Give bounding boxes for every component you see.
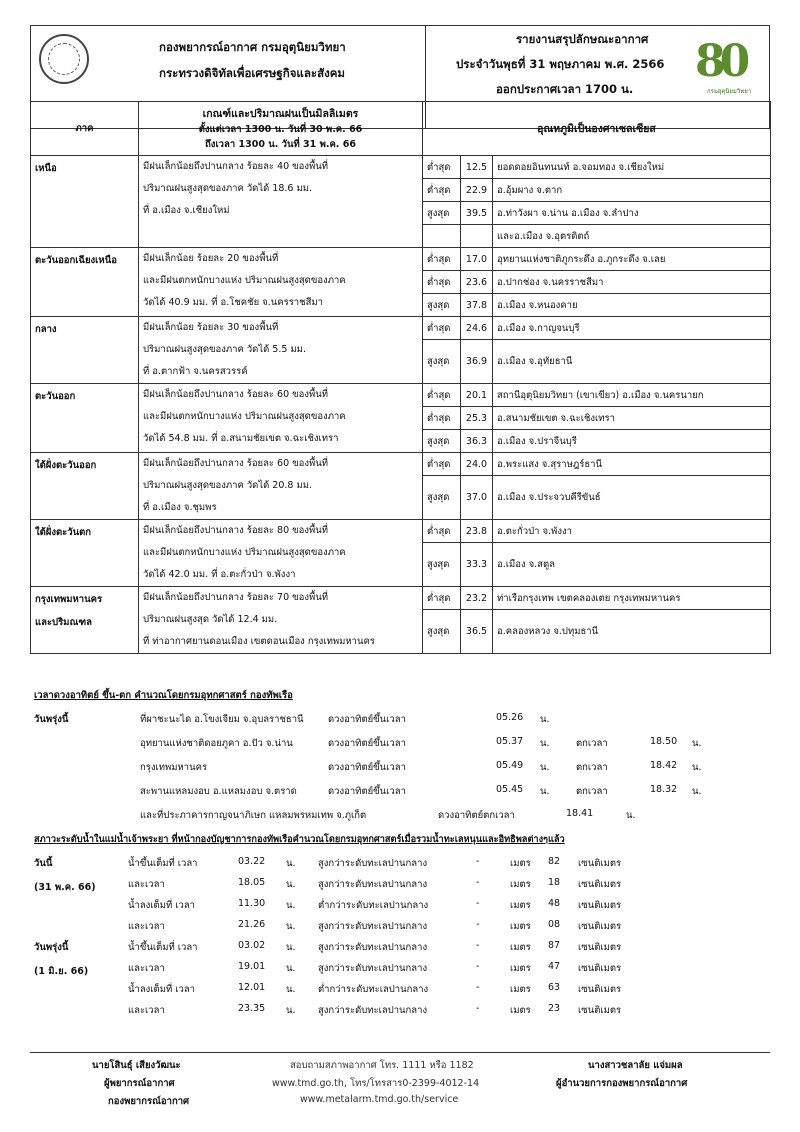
rain-description: มีฝนเล็กน้อยถึงปานกลาง ร้อยละ 80 ของพื้นที่ และมีฝนตกหนักบางแห่ง ปริมาณฝนสูงสุดของภาค วัดได้ 42.0 มม. ที่ อ.ตะกั่วป่า จ.พังงา <box>139 520 423 587</box>
sun-unit: น. <box>540 762 550 773</box>
temp-label: สูงสุด <box>423 430 461 453</box>
org-line-1: กองพยากรณ์อากาศ กรมอุตุนิยมวิทยา <box>159 40 346 54</box>
rain-description: มีฝนเล็กน้อยถึงปานกลาง ร้อยละ 70 ของพื้นที่ ปริมาณฝนสูงสุด วัดได้ 12.4 มม. ที่ ท่าอากาศยานดอนเมือง เขตดอนเมือง กรุงเทพมหานคร <box>139 587 423 654</box>
region-name: กลาง <box>31 317 139 384</box>
region-row <box>31 384 771 407</box>
tide-cm: 48 <box>548 898 561 909</box>
tide-desc: สูงกว่าระดับทะเลปานกลาง <box>318 921 428 932</box>
sun-set: 18.32 <box>650 784 678 795</box>
tide-cmu: เซนติเมตร <box>578 900 622 911</box>
sun-last-label: ดวงอาทิตย์ตกเวลา <box>438 810 515 821</box>
temp-value: 24.6 <box>461 317 493 340</box>
temp-location: อ.สนามชัยเขต จ.ฉะเชิงเทรา <box>493 407 771 430</box>
tide-date-label: (31 พ.ค. 66) <box>34 882 96 893</box>
tide-date-label: (1 มิ.ย. 66) <box>34 966 89 977</box>
tide-cm: 47 <box>548 961 561 972</box>
tide-time: 19.01 <box>238 961 266 972</box>
temp-value: 22.9 <box>461 179 493 202</box>
temp-label: สูงสุด <box>423 202 461 225</box>
temp-label: ต่ำสุด <box>423 453 461 476</box>
tide-desc: สูงกว่าระดับทะเลปานกลาง <box>318 879 428 890</box>
sun-set-unit: น. <box>692 762 702 773</box>
temp-label: สูงสุด <box>423 543 461 587</box>
region-name: ใต้ฝั่งตะวันออก <box>31 453 139 520</box>
report-time: ออกประกาศเวลา 1700 น. <box>496 82 634 96</box>
region-name: ใต้ฝั่งตะวันตก <box>31 520 139 587</box>
temp-value: 36.9 <box>461 340 493 384</box>
rain-description: มีฝนเล็กน้อยถึงปานกลาง ร้อยละ 40 ของพื้นที่ ปริมาณฝนสูงสุดของภาค วัดได้ 18.6 มม. ที่ อ.เมือง จ.เชียงใหม่ <box>139 156 423 248</box>
temp-location: อ.ท่าวังผา จ.น่าน อ.เมือง จ.ลำปาง <box>493 202 771 225</box>
tide-cm: 08 <box>548 919 561 930</box>
sun-rise: 05.45 <box>496 784 524 795</box>
tide-desc: สูงกว่าระดับทะเลปานกลาง <box>318 858 428 869</box>
region-name: ตะวันออกเฉียงเหนือ <box>31 248 139 317</box>
tide-cm: 18 <box>548 877 561 888</box>
sun-last-place: และที่ประภาคารกาญจนาภิเษก แหลมพรหมเทพ จ.ภูเก็ต <box>140 810 367 821</box>
criteria-from: ตั้งแต่เวลา 1300 น. วันที่ 30 พ.ค. 66 <box>198 124 363 135</box>
temp-label: ต่ำสุด <box>423 520 461 543</box>
tide-unit: น. <box>286 900 296 911</box>
temp-value: 23.8 <box>461 520 493 543</box>
tide-time: 03.22 <box>238 856 266 867</box>
tide-desc: ต่ำกว่าระดับทะเลปานกลาง <box>318 984 429 995</box>
region-row <box>31 248 771 271</box>
sun-rise: 05.49 <box>496 760 524 771</box>
temp-label: ต่ำสุด <box>423 587 461 610</box>
tide-cmu: เซนติเมตร <box>578 1005 622 1016</box>
temp-value: 23.2 <box>461 587 493 610</box>
sun-section-title: เวลาดวงอาทิตย์ ขึ้น-ตก คำนวณโดยกรมอุทกศาสตร์ กองทัพเรือ <box>34 690 293 701</box>
forecaster-org: กองพยากรณ์อากาศ <box>108 1096 190 1107</box>
column-header-temperature: อุณหภูมิเป็นองศาเซลเซียส <box>423 102 771 156</box>
tide-unit: น. <box>286 1005 296 1016</box>
org-line-2: กระทรวงดิจิทัลเพื่อเศรษฐกิจและสังคม <box>159 66 345 80</box>
department-seal-icon <box>39 34 89 84</box>
sun-rise-label: ดวงอาทิตย์ขึ้นเวลา <box>328 786 406 797</box>
tide-dash: - <box>476 1003 480 1014</box>
tide-dash: - <box>476 898 480 909</box>
region-name: ตะวันออก <box>31 384 139 453</box>
tide-time: 12.01 <box>238 982 266 993</box>
tide-m: เมตร <box>510 1005 531 1016</box>
logo-caption: กรมอุตุนิยมวิทยา <box>707 88 752 95</box>
sun-last-unit: น. <box>626 810 636 821</box>
temp-location: สถานีอุตุนิยมวิทยา (เขาเขียว) อ.เมือง จ.นครนายก <box>493 384 771 407</box>
temp-location: และอ.เมือง จ.อุตรดิตถ์ <box>493 225 771 248</box>
temp-value: 12.5 <box>461 156 493 179</box>
tide-cmu: เซนติเมตร <box>578 942 622 953</box>
sun-place: สะพานแหลมงอบ อ.แหลมงอบ จ.ตราด <box>140 786 297 797</box>
temp-value <box>461 225 493 248</box>
temp-label: ต่ำสุด <box>423 384 461 407</box>
sun-unit: น. <box>540 738 550 749</box>
sun-day-label: วันพรุ่งนี้ <box>34 714 69 725</box>
forecaster-name: นายโสินธุ์ เสียงวัฒนะ <box>92 1060 181 1071</box>
region-row <box>31 453 771 476</box>
director-role: ผู้อำนวยการกองพยากรณ์อากาศ <box>556 1078 688 1089</box>
tide-label: น้ำลงเต็มที่ เวลา <box>128 900 195 911</box>
region-name: กรุงเทพมหานคร และปริมณฑล <box>31 587 139 654</box>
temp-value: 37.8 <box>461 294 493 317</box>
temp-location: อุทยานแห่งชาติภูกระดึง อ.ภูกระดึง จ.เลย <box>493 248 771 271</box>
column-header-region: ภาค <box>31 102 139 156</box>
tide-cm: 82 <box>548 856 561 867</box>
temp-location: อ.เมือง จ.อุทัยธานี <box>493 340 771 384</box>
temp-location: ยอดดอยอินทนนท์ อ.จอมทอง จ.เชียงใหม่ <box>493 156 771 179</box>
temp-location: อ.พระแสง จ.สุราษฎร์ธานี <box>493 453 771 476</box>
temp-location: อ.อุ้มผาง จ.ตาก <box>493 179 771 202</box>
sun-place: กรุงเทพมหานคร <box>140 762 208 773</box>
region-row <box>31 520 771 543</box>
temp-location: อ.เมือง จ.หนองคาย <box>493 294 771 317</box>
logo-number: 80 <box>695 36 745 87</box>
tide-cmu: เซนติเมตร <box>578 921 622 932</box>
rain-description: มีฝนเล็กน้อยถึงปานกลาง ร้อยละ 60 ของพื้นที่ และมีฝนตกหนักบางแห่ง ปริมาณฝนสูงสุดของภาค วัดได้ 54.8 มม. ที่ อ.สนามชัยเขต จ.ฉะเชิงเทรา <box>139 384 423 453</box>
tide-day-label: วันพรุ่งนี้ <box>34 942 69 953</box>
sun-set-unit: น. <box>692 738 702 749</box>
tide-desc: ต่ำกว่าระดับทะเลปานกลาง <box>318 900 429 911</box>
forecaster-role: ผู้พยากรณ์อากาศ <box>104 1078 175 1089</box>
contact-website: www.tmd.go.th, โทร/โทรสาร0-2399-4012-14 <box>272 1078 480 1089</box>
region-name: เหนือ <box>31 156 139 248</box>
tide-day-label: วันนี้ <box>34 858 53 869</box>
sun-set-unit: น. <box>692 786 702 797</box>
temp-label <box>423 225 461 248</box>
temp-location: อ.เมือง จ.ประจวบคีรีขันธ์ <box>493 476 771 520</box>
tide-dash: - <box>476 982 480 993</box>
tide-m: เมตร <box>510 879 531 890</box>
tide-label: และเวลา <box>128 879 165 890</box>
tide-label: และเวลา <box>128 963 165 974</box>
tide-cmu: เซนติเมตร <box>578 858 622 869</box>
sun-last-time: 18.41 <box>566 808 594 819</box>
temp-label: ต่ำสุด <box>423 179 461 202</box>
temp-label: ต่ำสุด <box>423 156 461 179</box>
rain-description: มีฝนเล็กน้อย ร้อยละ 30 ของพื้นที่ ปริมาณฝนสูงสุดของภาค วัดได้ 5.5 มม. ที่ อ.ตากฟ้า จ.นครสวรรค์ <box>139 317 423 384</box>
tide-dash: - <box>476 877 480 888</box>
temp-location: ท่าเรือกรุงเทพ เขตคลองเตย กรุงเทพมหานคร <box>493 587 771 610</box>
tide-desc: สูงกว่าระดับทะเลปานกลาง <box>318 1005 428 1016</box>
tide-desc: สูงกว่าระดับทะเลปานกลาง <box>318 963 428 974</box>
tide-label: น้ำขึ้นเต็มที่ เวลา <box>128 942 198 953</box>
temp-value: 33.3 <box>461 543 493 587</box>
report-title: รายงานสรุปลักษณะอากาศ <box>516 32 649 46</box>
tide-time: 03.02 <box>238 940 266 951</box>
rain-description: มีฝนเล็กน้อย ร้อยละ 20 ของพื้นที่ และมีฝนตกหนักบางแห่ง ปริมาณฝนสูงสุดของภาค วัดได้ 40.9 มม. ที่ อ.โชคชัย จ.นครราชสีมา <box>139 248 423 317</box>
tide-label: น้ำลงเต็มที่ เวลา <box>128 984 195 995</box>
tide-m: เมตร <box>510 984 531 995</box>
temp-value: 17.0 <box>461 248 493 271</box>
temp-location: อ.ตะกั่วป่า จ.พังงา <box>493 520 771 543</box>
sun-rise: 05.37 <box>496 736 524 747</box>
tide-time: 21.26 <box>238 919 266 930</box>
temp-label: สูงสุด <box>423 340 461 384</box>
tide-unit: น. <box>286 921 296 932</box>
sun-rise-label: ดวงอาทิตย์ขึ้นเวลา <box>328 714 406 725</box>
tide-dash: - <box>476 940 480 951</box>
tide-time: 18.05 <box>238 877 266 888</box>
criteria-to: ถึงเวลา 1300 น. วันที่ 31 พ.ค. 66 <box>205 139 356 150</box>
temp-value: 36.3 <box>461 430 493 453</box>
temp-location: อ.เมือง จ.ปราจีนบุรี <box>493 430 771 453</box>
tide-desc: สูงกว่าระดับทะเลปานกลาง <box>318 942 428 953</box>
sun-set-label: ตกเวลา <box>576 786 608 797</box>
temp-value: 24.0 <box>461 453 493 476</box>
temp-location: อ.คลองหลวง จ.ปทุมธานี <box>493 610 771 654</box>
sun-rise: 05.26 <box>496 712 524 723</box>
region-row <box>31 587 771 610</box>
sun-rise-label: ดวงอาทิตย์ขึ้นเวลา <box>328 738 406 749</box>
tide-label: และเวลา <box>128 921 165 932</box>
tide-m: เมตร <box>510 942 531 953</box>
tide-cm: 87 <box>548 940 561 951</box>
temp-label: ต่ำสุด <box>423 317 461 340</box>
column-header-criteria <box>139 102 423 156</box>
sun-unit: น. <box>540 714 550 725</box>
temp-value: 23.6 <box>461 271 493 294</box>
tide-dash: - <box>476 961 480 972</box>
region-row <box>31 317 771 340</box>
tide-unit: น. <box>286 984 296 995</box>
sun-rise-label: ดวงอาทิตย์ขึ้นเวลา <box>328 762 406 773</box>
temp-label: ต่ำสุด <box>423 407 461 430</box>
sun-set: 18.50 <box>650 736 678 747</box>
anniversary-logo <box>693 38 763 98</box>
sun-place: ที่ผาชะนะได อ.โขงเจียม จ.อุบลราชธานี <box>140 714 304 725</box>
tide-cmu: เซนติเมตร <box>578 984 622 995</box>
tide-time: 23.35 <box>238 1003 266 1014</box>
tide-unit: น. <box>286 963 296 974</box>
rain-description: มีฝนเล็กน้อยถึงปานกลาง ร้อยละ 60 ของพื้นที่ ปริมาณฝนสูงสุดของภาค วัดได้ 20.8 มม. ที่ อ.เมือง จ.ชุมพร <box>139 453 423 520</box>
tide-dash: - <box>476 856 480 867</box>
temp-label: สูงสุด <box>423 294 461 317</box>
temp-value: 25.3 <box>461 407 493 430</box>
tide-cmu: เซนติเมตร <box>578 879 622 890</box>
tide-label: น้ำขึ้นเต็มที่ เวลา <box>128 858 198 869</box>
tide-unit: น. <box>286 858 296 869</box>
temp-label: ต่ำสุด <box>423 271 461 294</box>
tide-label: และเวลา <box>128 1005 165 1016</box>
tide-time: 11.30 <box>238 898 266 909</box>
contact-phone: สอบถามสภาพอากาศ โทร. 1111 หรือ 1182 <box>290 1060 474 1071</box>
director-name: นางสาวชลาลัย แจ่มผล <box>588 1060 683 1071</box>
report-date: ประจำวันพุธที่ 31 พฤษภาคม พ.ศ. 2566 <box>456 57 665 71</box>
sun-unit: น. <box>540 786 550 797</box>
temp-value: 39.5 <box>461 202 493 225</box>
sun-set-label: ตกเวลา <box>576 738 608 749</box>
region-row <box>31 156 771 179</box>
sun-place: อุทยานแห่งชาติดอยภูคา อ.ปัว จ.น่าน <box>140 738 293 749</box>
tide-m: เมตร <box>510 900 531 911</box>
tide-m: เมตร <box>510 858 531 869</box>
sun-set-label: ตกเวลา <box>576 762 608 773</box>
tide-cm: 23 <box>548 1003 561 1014</box>
tide-dash: - <box>476 919 480 930</box>
weather-summary-table <box>30 101 771 654</box>
temp-value: 36.5 <box>461 610 493 654</box>
temp-value: 37.0 <box>461 476 493 520</box>
temp-location: อ.เมือง จ.กาญจนบุรี <box>493 317 771 340</box>
tide-unit: น. <box>286 879 296 890</box>
tide-section-title: สภาวะระดับน้ำในแม่น้ำเจ้าพระยา ที่หน้ากองบัญชาการกองทัพเรือคำนวณโดยกรมอุทกศาสตร์เมื่อรวมน้ำทะเลหนุนและอิทธิพลต่างๆแล้ว <box>34 834 565 845</box>
temp-label: ต่ำสุด <box>423 248 461 271</box>
sun-set: 18.42 <box>650 760 678 771</box>
footer-divider <box>30 1052 770 1053</box>
tide-cm: 63 <box>548 982 561 993</box>
temp-location: อ.ปากช่อง จ.นครราชสีมา <box>493 271 771 294</box>
tide-m: เมตร <box>510 963 531 974</box>
temp-location: อ.เมือง จ.สตูล <box>493 543 771 587</box>
tide-cmu: เซนติเมตร <box>578 963 622 974</box>
tide-m: เมตร <box>510 921 531 932</box>
temp-label: สูงสุด <box>423 610 461 654</box>
temp-value: 20.1 <box>461 384 493 407</box>
criteria-title: เกณฑ์และปริมาณฝนเป็นมิลลิเมตร <box>202 108 359 120</box>
tide-unit: น. <box>286 942 296 953</box>
temp-label: สูงสุด <box>423 476 461 520</box>
contact-service-url[interactable]: www.metalarm.tmd.go.th/service <box>300 1094 459 1105</box>
